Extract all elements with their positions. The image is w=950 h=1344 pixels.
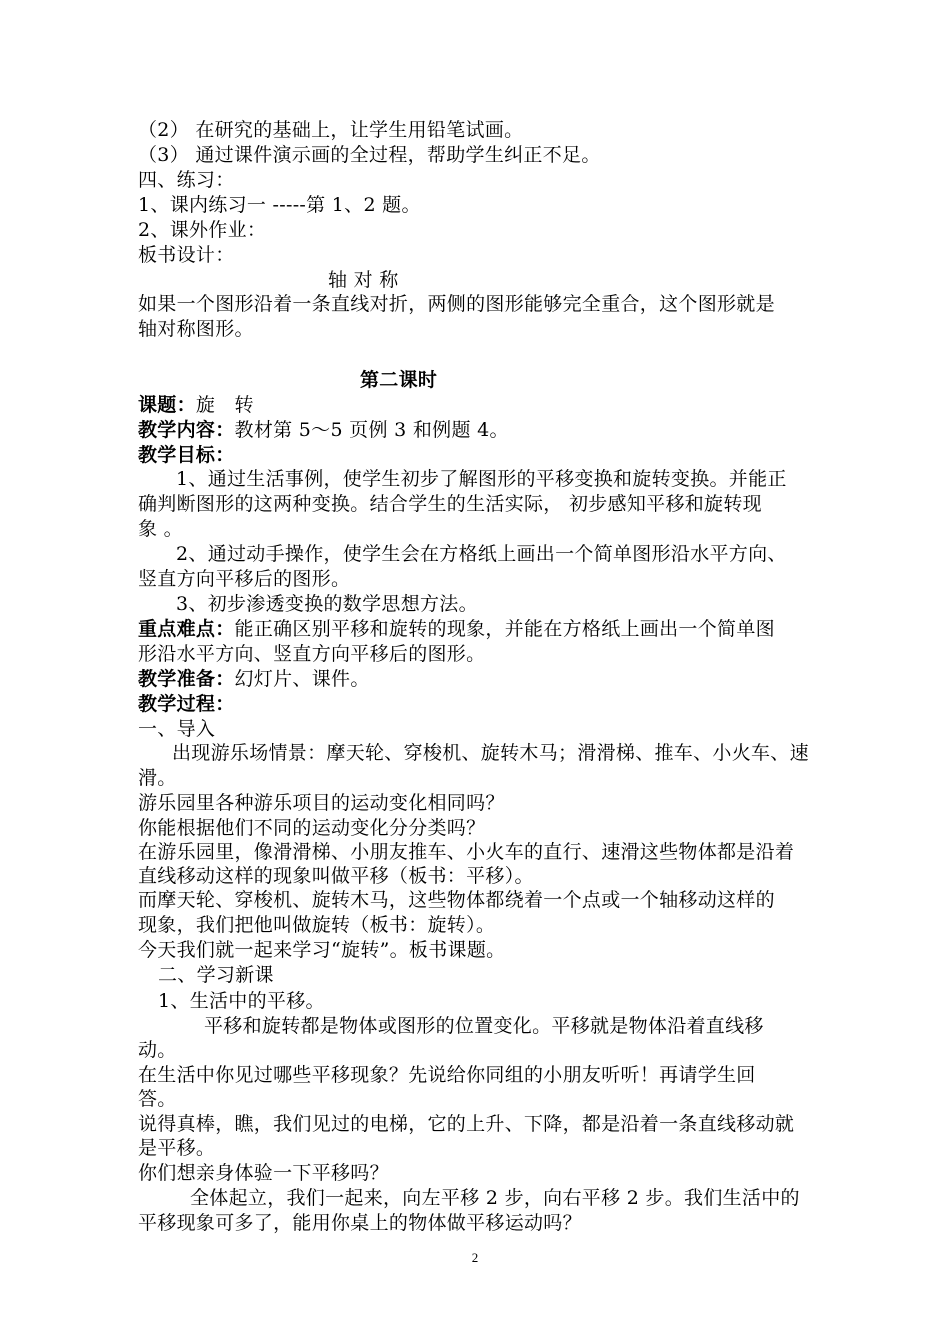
field-label: 教学准备： xyxy=(138,668,235,690)
text-line: 二、学习新课 xyxy=(158,964,274,986)
text-line: 说得真棒，瞧，我们见过的电梯，它的上升、下降，都是沿着一条直线移动就 xyxy=(138,1113,795,1135)
field-value: 幻灯片、课件。 xyxy=(234,668,370,690)
text-line: 平移和旋转都是物体或图形的位置变化。平移就是物体沿着直线移 xyxy=(204,1015,764,1037)
field-label: 课题： xyxy=(138,394,196,416)
text-line: 竖直方向平移后的图形。 xyxy=(138,568,351,590)
field-label: 重点难点： xyxy=(138,618,235,640)
text-line: 动。 xyxy=(138,1039,177,1061)
field-value: 教材第 5～5 页例 3 和例题 4。 xyxy=(234,419,509,441)
field-label: 教学目标： xyxy=(138,444,235,466)
board-title: 轴 对 称 xyxy=(328,269,399,291)
text-line: 你们想亲身体验一下平移吗？ xyxy=(138,1162,389,1184)
text-line: 而摩天轮、穿梭机、旋转木马，这些物体都绕着一个点或一个轴移动这样的 xyxy=(138,889,775,911)
content-line xyxy=(138,418,860,442)
text-line: 如果一个图形沿着一条直线对折，两侧的图形能够完全重合，这个图形就是 xyxy=(138,293,775,315)
text-line: 出现游乐场情景：摩天轮、穿梭机、旋转木马；滑滑梯、推车、小火车、速 xyxy=(172,742,809,764)
text-line: 游乐园里各种游乐项目的运动变化相同吗？ xyxy=(138,792,505,814)
text-line: 1、生活中的平移。 xyxy=(158,990,325,1012)
text-line: 滑。 xyxy=(138,767,177,789)
text-line: 轴对称图形。 xyxy=(138,318,254,340)
text-line: 直线移动这样的现象叫做平移（板书：平移）。 xyxy=(138,865,534,887)
key-line xyxy=(138,617,860,641)
text-line: 答。 xyxy=(138,1088,177,1110)
topic-line xyxy=(138,393,860,417)
text-line: 1、课内练习一 -----第 1、2 题。 xyxy=(138,194,421,216)
text-line: 四、练习： xyxy=(138,169,235,191)
text-line: 一、导入 xyxy=(138,718,216,740)
text-line: 在游乐园里，像滑滑梯、小朋友推车、小火车的直行、速滑这些物体都是沿着 xyxy=(138,841,795,863)
field-label: 教学内容： xyxy=(138,419,235,441)
text-line: 在生活中你见过哪些平移现象？先说给你同组的小朋友听听！再请学生回 xyxy=(138,1064,756,1086)
text-line: 今天我们就一起来学习“旋转”。板书课题。 xyxy=(138,939,506,961)
text-line: （2） 在研究的基础上，让学生用铅笔试画。 xyxy=(138,119,524,141)
text-line: 全体起立，我们一起来，向左平移 2 步，向右平移 2 步。我们生活中的 xyxy=(190,1187,800,1209)
text-line: 2、课外作业： xyxy=(138,219,267,241)
field-label: 教学过程： xyxy=(138,693,235,715)
text-line: 你能根据他们不同的运动变化分分类吗？ xyxy=(138,817,486,839)
text-line: （3） 通过课件演示画的全过程，帮助学生纠正不足。 xyxy=(138,144,601,166)
text-line: 确判断图形的这两种变换。结合学生的生活实际， 初步感知平移和旋转现 xyxy=(138,493,762,515)
text-line: 3、初步渗透变换的数学思想方法。 xyxy=(176,593,478,615)
text-line: 2、通过动手操作，使学生会在方格纸上画出一个简单图形沿水平方向、 xyxy=(176,543,787,565)
text-line: 平移现象可多了，能用你桌上的物体做平移运动吗？ xyxy=(138,1212,582,1234)
text-line: 是平移。 xyxy=(138,1137,216,1159)
text-line: 现象，我们把他叫做旋转（板书：旋转）。 xyxy=(138,914,496,936)
page-number: 2 xyxy=(471,1250,479,1265)
text-line: 板书设计： xyxy=(138,244,235,266)
prep-line xyxy=(138,667,860,691)
text-line: 形沿水平方向、竖直方向平移后的图形。 xyxy=(138,643,486,665)
text-line: 象 。 xyxy=(138,518,183,540)
section-title: 第二课时 xyxy=(360,369,438,391)
field-value: 能正确区别平移和旋转的现象，并能在方格纸上画出一个简单图 xyxy=(234,618,775,640)
field-value: 旋 转 xyxy=(195,394,254,416)
text-line: 1、通过生活事例，使学生初步了解图形的平移变换和旋转变换。并能正 xyxy=(176,468,787,490)
